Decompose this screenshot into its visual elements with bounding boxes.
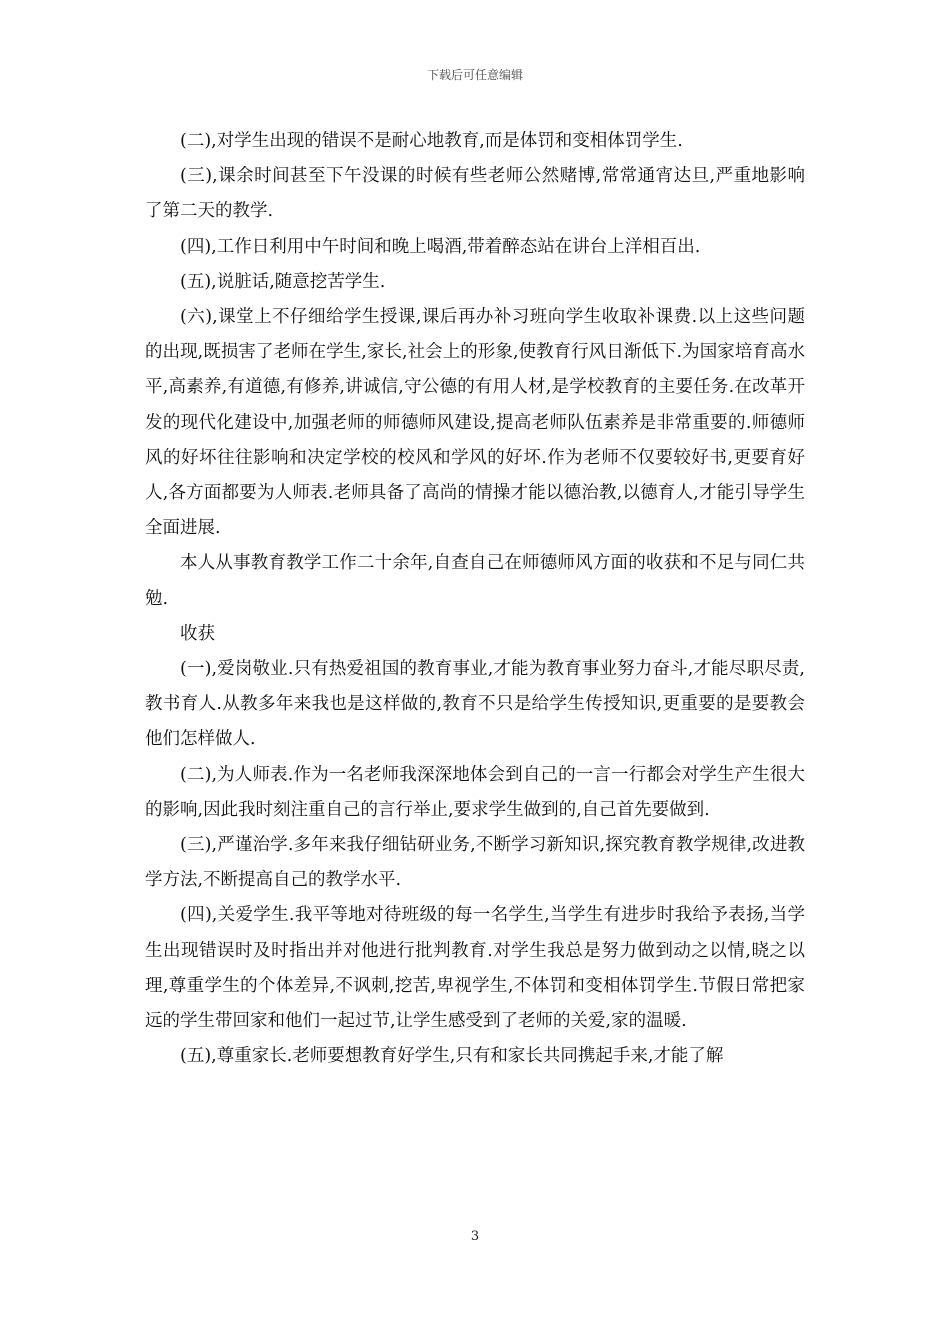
paragraph: (三),严谨治学.多年来我仔细钻研业务,不断学习新知识,探究教育教学规律,改进教学方法,不断提高自己的教学水平. <box>145 835 805 891</box>
page-header: 下载后可任意编辑 <box>426 68 523 82</box>
document-body <box>145 124 805 1074</box>
paragraph: (四),关爱学生.我平等地对待班级的每一名学生,当学生有进步时我给予表扬,当学生出现错误时及时指出并对他进行批判教育.对学生我总是努力做到动之以情,晓之以理,尊重学生的个体差异,不讽刺,挖苦,卑视学生,不体罚和变相体罚学生.节假日常把家远的学生带回家和他们一起过节,让学生感受到了老师的关爱,家的温暖. <box>145 905 805 1032</box>
paragraph: (二),为人师表.作为一名老师我深深地体会到自己的一言一行都会对学生产生很大的影响,因此我时刻注重自己的言行举止,要求学生做到的,自己首先要做到. <box>145 764 805 820</box>
paragraph: (五),尊重家长.老师要想教育好学生,只有和家长共同携起手来,才能了解 <box>180 1046 724 1067</box>
section-heading: 收获 <box>180 623 215 644</box>
paragraph: (一),爱岗敬业.只有热爱祖国的教育事业,才能为教育事业努力奋斗,才能尽职尽责,教书育人.从教多年来我也是这样做的,教育不只是给学生传授知识,更重要的是要教会他们怎样做人. <box>145 659 805 750</box>
paragraph: (六),课堂上不仔细给学生授课,课后再办补习班向学生收取补课费.以上这些问题的出现,既损害了老师在学生,家长,社会上的形象,使教育行风日渐低下.为国家培育高水平,高素养,有道德,有修养,讲诚信,守公德的有用人材,是学校教育的主要任务.在改革开发的现代化建设中,加强老师的师德师风建设,提高老师队伍素养是非常重要的.师德师风的好坏往往影响和决定学校的校风和学风的好坏.作为老师不仅要较好书,更要育好人,各方面都要为人师表.老师具备了高尚的情操才能以德治教,以德育人,才能引导学生全面进展. <box>145 307 805 539</box>
paragraph: (二),对学生出现的错误不是耐心地教育,而是体罚和变相体罚学生. <box>180 131 683 151</box>
paragraph: (四),工作日利用中午时间和晚上喝酒,带着醉态站在讲台上洋相百出. <box>180 236 701 257</box>
page-number: 3 <box>470 1229 480 1244</box>
paragraph: (五),说脏话,随意挖苦学生. <box>180 271 386 292</box>
paragraph: 本人从事教育教学工作二十余年,自查自己在师德师风方面的收获和不足与同仁共勉. <box>145 553 805 609</box>
paragraph: (三),课余时间甚至下午没课的时候有些老师公然赌博,常常通宵达旦,严重地影响了第二天的教学. <box>145 166 805 222</box>
